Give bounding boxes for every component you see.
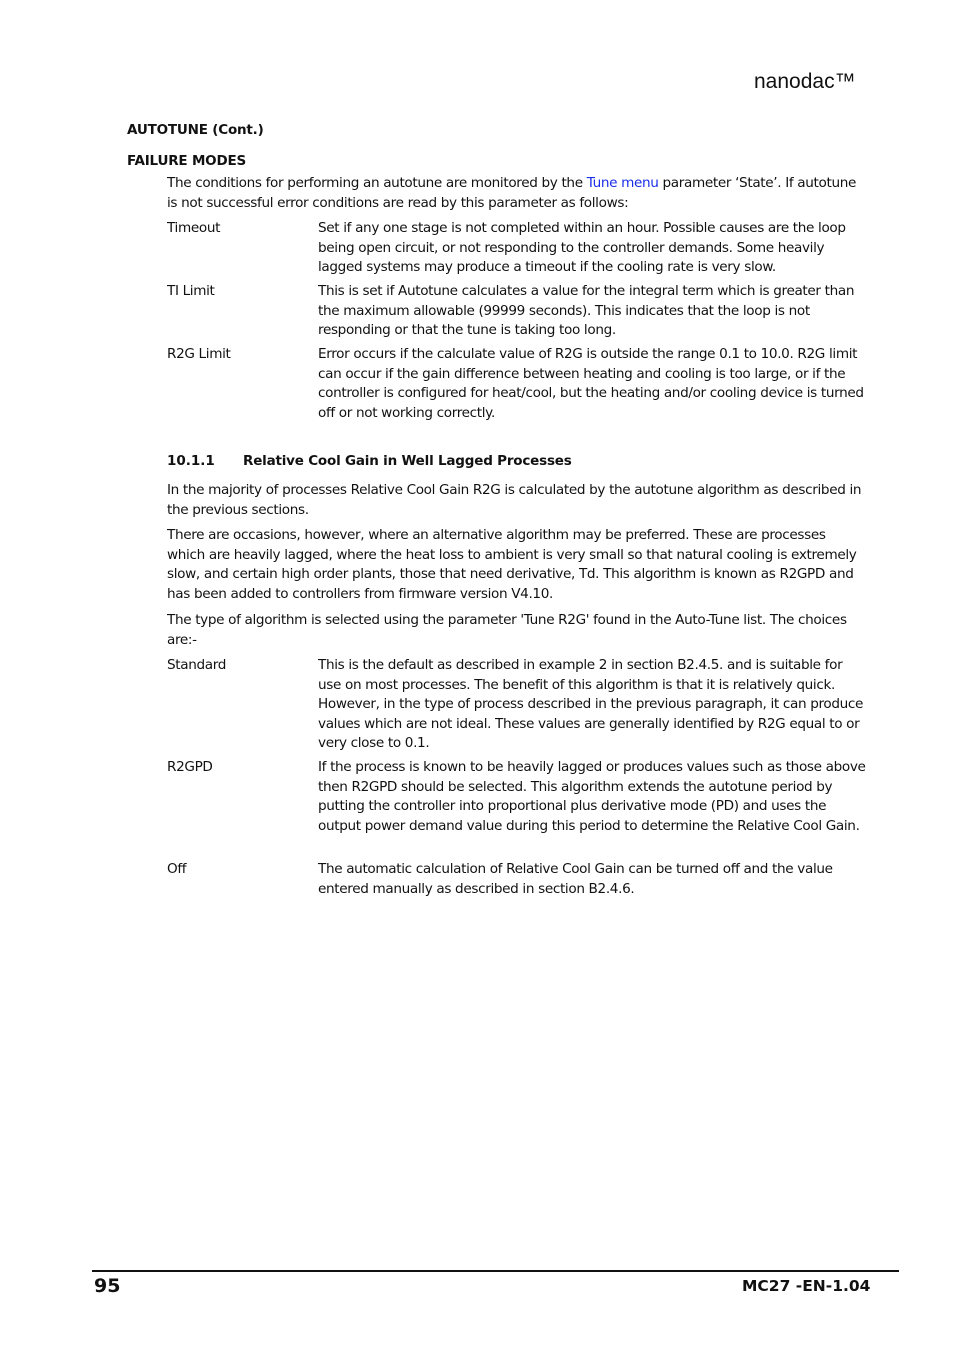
section-heading: AUTOTUNE (Cont.): [127, 122, 264, 138]
choice-desc-standard: This is the default as described in example 2 in section B2.4.5. and is suitable for use on most processes. The benefit of this algorithm is that it is relatively quick. However, in the type of process described in the previous paragraph, it can produce values which are not ideal. These values are generally identified by R2G equal to or very close to 0.1.: [318, 657, 864, 751]
failure-modes-heading: FAILURE MODES: [127, 153, 247, 169]
failure-desc-ti-limit: This is set if Autotune calculates a value for the integral term which is greater than the maximum allowable (99999 seconds). This indicates that the loop is not responding or that the tune is taking too long.: [318, 283, 855, 338]
choice-desc-off: The automatic calculation of Relative Cool Gain can be turned off and the value entered manually as described in section B2.4.6.: [318, 861, 833, 897]
choice-term-r2gpd: R2GPD: [167, 759, 213, 775]
failure-term-ti-limit: TI Limit: [167, 283, 215, 299]
failure-desc-timeout: Set if any one stage is not completed within an hour. Possible causes are the loop being open circuit, or not responding to the controller demands. Some heavily lagged systems may produce a timeout if the cooling rate is very slow.: [318, 220, 846, 275]
page-number: 95: [94, 1275, 121, 1297]
intro-text-before: The conditions for performing an autotune are monitored by the: [167, 175, 587, 191]
document-code: MC27 -EN-1.04: [742, 1277, 871, 1295]
failure-modes-intro: [167, 174, 867, 213]
footer-divider: [92, 1270, 899, 1272]
brand-title: nanodac™: [754, 70, 856, 93]
choice-desc-r2gpd: If the process is known to be heavily lagged or produces values such as those above then R2GPD should be selected. This algorithm extends the autotune period by putting the controller into proportional plus derivative mode (PD) and uses the output power demand value during this period to determine the Relative Cool Gain.: [318, 759, 866, 834]
failure-term-timeout: Timeout: [167, 220, 221, 236]
paragraph-1: In the majority of processes Relative Cool Gain R2G is calculated by the autotune algorithm as described in the previous sections.: [167, 482, 862, 518]
choice-term-standard: Standard: [167, 657, 227, 673]
failure-term-r2g-limit: R2G Limit: [167, 346, 231, 362]
paragraph-3: The type of algorithm is selected using the parameter 'Tune R2G' found in the Auto-Tune list. The choices are:-: [167, 612, 847, 648]
paragraph-2: There are occasions, however, where an alternative algorithm may be preferred. These are processes which are heavily lagged, where the heat loss to ambient is very small so that natural cooling is extremely slow, and certain high order plants, those that need derivative, Td. This algorithm is known as R2GPD and has been added to controllers from firmware version V4.10.: [167, 527, 857, 602]
subsection-number: 10.1.1: [167, 453, 215, 469]
intro-text-after: parameter ‘State’. If autotune is not successful error conditions are read by this parameter as follows:: [167, 175, 856, 211]
tune-menu-link[interactable]: Tune menu: [586, 175, 659, 191]
choice-term-off: Off: [167, 861, 187, 877]
failure-desc-r2g-limit: Error occurs if the calculate value of R2G is outside the range 0.1 to 10.0. R2G limit can occur if the gain difference between heating and cooling is too large, or if the controller is configured for heat/cool, but the heating and/or cooling device is turned off or not working correctly.: [318, 346, 864, 421]
subsection-title: Relative Cool Gain in Well Lagged Processes: [243, 453, 572, 469]
